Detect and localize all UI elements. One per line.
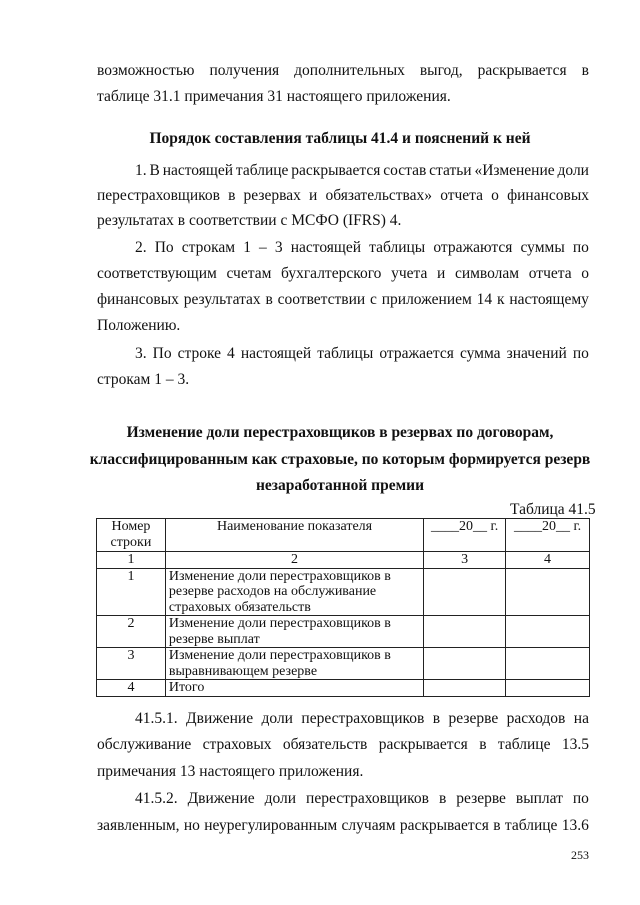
table-row <box>97 680 590 697</box>
table-row <box>97 648 590 680</box>
page-number: 253 <box>571 848 589 862</box>
header-cell: ____20__ г. <box>506 519 590 552</box>
table-caption: Таблица 41.5 <box>510 501 596 518</box>
justified-line: 3. По строке 4 настоящей таблицы отражается сумма значений по <box>135 345 589 362</box>
row-number: 2 <box>97 616 166 648</box>
paragraph-line: таблице 31.1 примечания 31 настоящего приложения. <box>97 88 451 105</box>
justified-line: заявленным, но неурегулированным случаям раскрывается в таблице 13.6 <box>97 817 589 834</box>
header-cell: Номер строки <box>97 519 166 552</box>
justified-line: 41.5.1. Движение доли перестраховщиков в резерве расходов на <box>135 710 589 727</box>
header-cell: Наименование показателя <box>165 519 423 552</box>
justified-line: 41.5.2. Движение доли перестраховщиков в резерве выплат по <box>135 790 589 807</box>
justified-line: 2. По строкам 1 – 3 настоящей таблицы отражаются суммы по <box>135 239 589 256</box>
paragraph-line: Положению. <box>97 317 181 334</box>
justified-line: перестраховщиков в резервах и обязательствах» отчета о финансовых <box>97 187 589 204</box>
paragraph-line: примечания 13 настоящего приложения. <box>97 763 364 780</box>
column-number: 1 <box>97 552 166 569</box>
table-row <box>97 616 590 648</box>
value-cell <box>506 680 590 697</box>
value-cell <box>424 648 506 680</box>
paragraph-line: строкам 1 – 3. <box>97 371 190 388</box>
justified-line: финансовых результатах в соответствии с приложением 14 к настоящему <box>97 291 589 308</box>
column-number: 4 <box>506 552 590 569</box>
header-cell: ____20__ г. <box>424 519 506 552</box>
table-header-row <box>97 519 590 552</box>
row-name: Изменение доли перестраховщиков в резерве выплат <box>165 616 423 648</box>
value-cell <box>424 680 506 697</box>
value-cell <box>506 568 590 616</box>
section-heading: Порядок составления таблицы 41.4 и пояснений к ней <box>149 130 531 147</box>
value-cell <box>506 648 590 680</box>
row-number: 3 <box>97 648 166 680</box>
row-name: Изменение доли перестраховщиков в резерве расходов на обслуживание страховых обязательств <box>165 568 423 616</box>
justified-line: возможностью получения дополнительных выгод, раскрывается в <box>97 62 589 79</box>
row-number: 4 <box>97 680 166 697</box>
row-name: Итого <box>165 680 423 697</box>
value-cell <box>506 616 590 648</box>
row-name: Изменение доли перестраховщиков в выравнивающем резерве <box>165 648 423 680</box>
data-table <box>96 518 590 697</box>
column-number-row <box>97 552 590 569</box>
row-number: 1 <box>97 568 166 616</box>
table-title-line: Изменение доли перестраховщиков в резервах по договорам, <box>126 424 554 441</box>
column-number: 2 <box>165 552 423 569</box>
value-cell <box>424 568 506 616</box>
value-cell <box>424 616 506 648</box>
paragraph-line: результатах в соответствии с МСФО (IFRS) 4. <box>97 212 402 229</box>
justified-line: соответствующим счетам бухгалтерского учета и символам отчета о <box>97 265 589 282</box>
justified-line: 1. В настоящей таблице раскрывается состав статьи «Изменение доли <box>135 162 589 179</box>
justified-line: обслуживание страховых обязательств раскрывается в таблице 13.5 <box>97 736 589 753</box>
table-row <box>97 568 590 616</box>
table-title-line: незаработанной премии <box>255 477 425 494</box>
table-title-line: классифицированным как страховые, по которым формируется резерв <box>89 451 591 468</box>
column-number: 3 <box>424 552 506 569</box>
